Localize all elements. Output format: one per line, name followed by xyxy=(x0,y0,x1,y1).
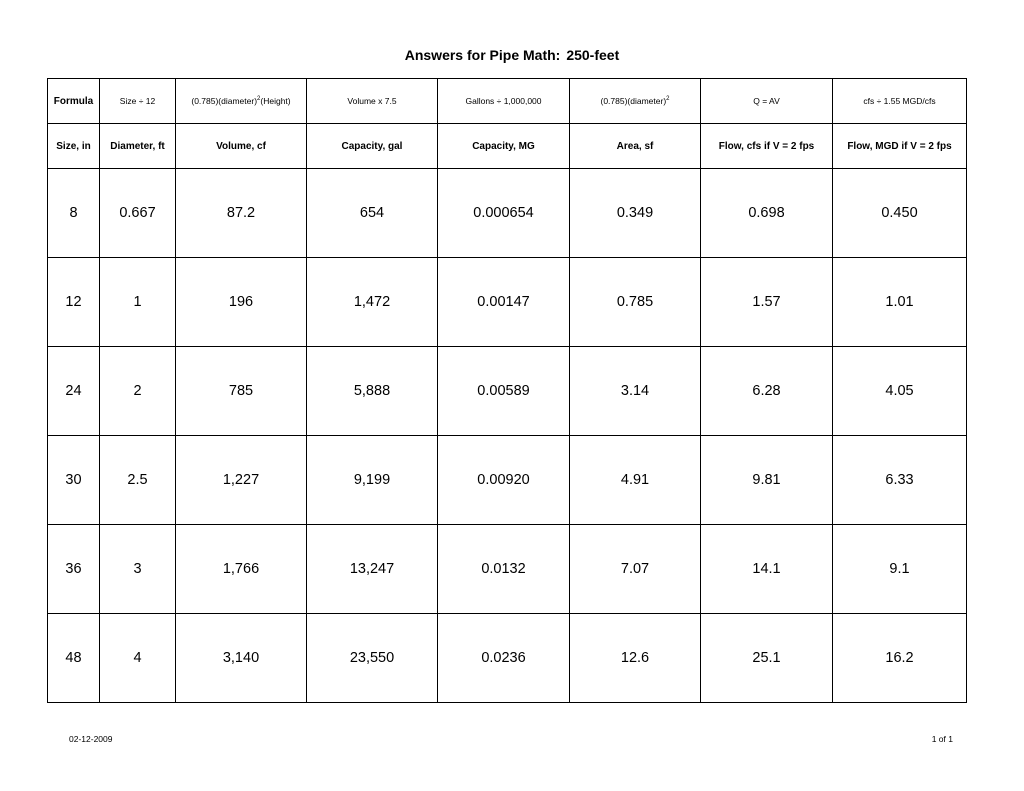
table-cell: 2.5 xyxy=(100,436,176,525)
table-cell: 6.33 xyxy=(833,436,967,525)
table-cell: 16.2 xyxy=(833,614,967,703)
column-header: Diameter, ft xyxy=(100,124,176,169)
table-cell: 1,227 xyxy=(176,436,307,525)
table-cell: 1,766 xyxy=(176,525,307,614)
table-row xyxy=(48,436,967,525)
column-header: Capacity, MG xyxy=(438,124,570,169)
table-cell: 9.81 xyxy=(701,436,833,525)
table-cell: 12 xyxy=(48,258,100,347)
table-cell: 1 xyxy=(100,258,176,347)
page-title xyxy=(0,47,1024,63)
table-cell: 1.01 xyxy=(833,258,967,347)
table-cell: 0.00147 xyxy=(438,258,570,347)
table-cell: 196 xyxy=(176,258,307,347)
column-header: Volume, cf xyxy=(176,124,307,169)
table-cell: 4.91 xyxy=(570,436,701,525)
column-header: Capacity, gal xyxy=(307,124,438,169)
table-row xyxy=(48,258,967,347)
table-cell: 7.07 xyxy=(570,525,701,614)
table-cell: 0.0132 xyxy=(438,525,570,614)
column-header: Flow, MGD if V = 2 fps xyxy=(833,124,967,169)
table-cell: 785 xyxy=(176,347,307,436)
formula-cell: cfs ÷ 1.55 MGD/cfs xyxy=(833,79,967,124)
table-cell: 12.6 xyxy=(570,614,701,703)
table-cell: 23,550 xyxy=(307,614,438,703)
column-header: Flow, cfs if V = 2 fps xyxy=(701,124,833,169)
table-cell: 0.785 xyxy=(570,258,701,347)
table-cell: 4.05 xyxy=(833,347,967,436)
table-cell: 654 xyxy=(307,169,438,258)
table-cell: 0.698 xyxy=(701,169,833,258)
table-row xyxy=(48,614,967,703)
table-cell: 8 xyxy=(48,169,100,258)
table-cell: 13,247 xyxy=(307,525,438,614)
table-cell: 48 xyxy=(48,614,100,703)
table-cell: 5,888 xyxy=(307,347,438,436)
title-subject: 250-feet xyxy=(566,47,620,63)
table-cell: 6.28 xyxy=(701,347,833,436)
formula-cell: (0.785)(diameter)$^2$ xyxy=(570,79,701,124)
formula-cell: Volume x 7.5 xyxy=(307,79,438,124)
pipe-math-table xyxy=(47,78,967,703)
table-cell: 3.14 xyxy=(570,347,701,436)
table-cell: 14.1 xyxy=(701,525,833,614)
table-row xyxy=(48,525,967,614)
table-cell: 36 xyxy=(48,525,100,614)
table-cell: 1.57 xyxy=(701,258,833,347)
table-row xyxy=(48,347,967,436)
table-cell: 1,472 xyxy=(307,258,438,347)
table-cell: 87.2 xyxy=(176,169,307,258)
table-cell: 9,199 xyxy=(307,436,438,525)
column-header: Size, in xyxy=(48,124,100,169)
table-cell: 0.0236 xyxy=(438,614,570,703)
table-cell: 0.667 xyxy=(100,169,176,258)
formula-row xyxy=(48,79,967,124)
table-cell: 0.00920 xyxy=(438,436,570,525)
formula-cell: Q = AV xyxy=(701,79,833,124)
column-header-row xyxy=(48,124,967,169)
table-cell: 30 xyxy=(48,436,100,525)
table-cell: 24 xyxy=(48,347,100,436)
footer-page-number: 1 of 1 xyxy=(931,734,953,744)
table-row xyxy=(48,169,967,258)
formula-label: Formula xyxy=(48,79,100,124)
formula-cell: (0.785)(diameter)$^2$(Height) xyxy=(176,79,307,124)
footer-date: 02-12-2009 xyxy=(69,734,113,744)
table-cell: 3 xyxy=(100,525,176,614)
table-cell: 0.000654 xyxy=(438,169,570,258)
table-cell: 0.450 xyxy=(833,169,967,258)
table-cell: 9.1 xyxy=(833,525,967,614)
table-cell: 3,140 xyxy=(176,614,307,703)
table-cell: 0.00589 xyxy=(438,347,570,436)
formula-cell: Gallons ÷ 1,000,000 xyxy=(438,79,570,124)
formula-cell: Size ÷ 12 xyxy=(100,79,176,124)
column-header: Area, sf xyxy=(570,124,701,169)
table-cell: 4 xyxy=(100,614,176,703)
table-cell: 2 xyxy=(100,347,176,436)
table-cell: 0.349 xyxy=(570,169,701,258)
title-main: Answers for Pipe Math: xyxy=(404,47,561,63)
table-cell: 25.1 xyxy=(701,614,833,703)
